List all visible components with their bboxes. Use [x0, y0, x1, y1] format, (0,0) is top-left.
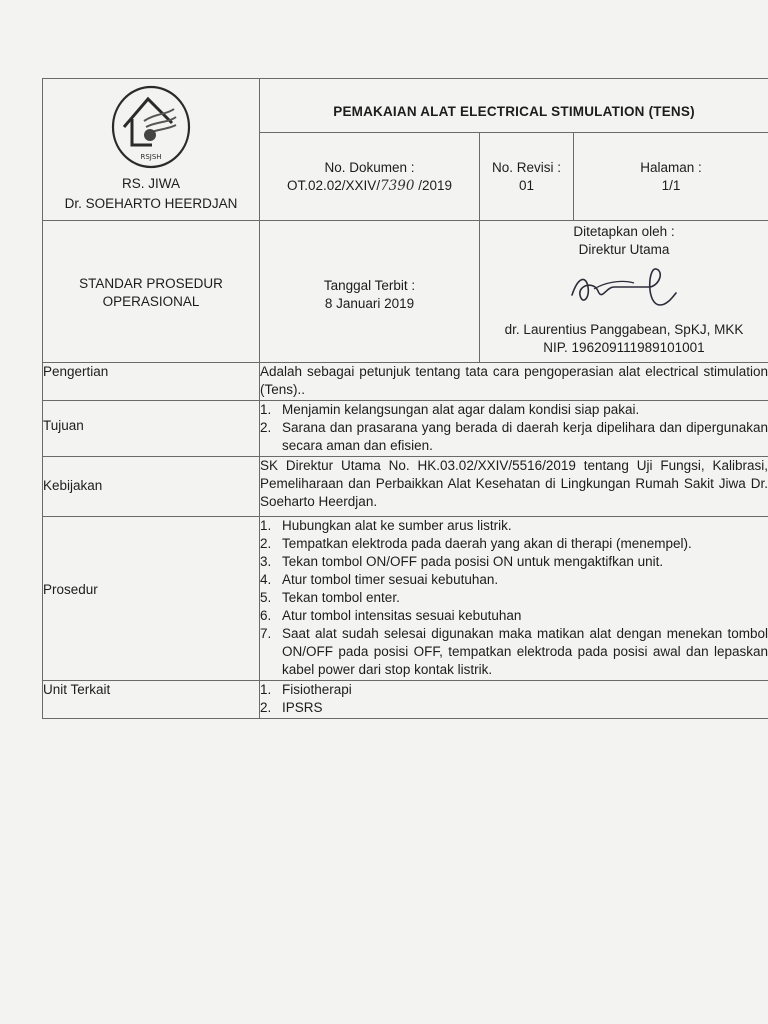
row-label-kebijakan: Kebijakan [43, 457, 260, 517]
prosedur-item-number: 3. [260, 554, 272, 569]
tujuan-list [260, 401, 768, 455]
approval-cell [480, 221, 768, 363]
row-label-tujuan: Tujuan [43, 401, 260, 457]
doc-number-cell [260, 133, 480, 221]
director-signature-icon [564, 265, 684, 315]
prosedur-item [260, 607, 768, 625]
prosedur-item [260, 589, 768, 607]
issue-date-value: 8 Januari 2019 [324, 296, 415, 311]
prosedur-item-number: 2. [260, 536, 272, 551]
sop-type-cell [43, 221, 260, 363]
hospital-logo-icon [106, 83, 196, 173]
hospital-identity-cell [43, 79, 260, 221]
doc-number-handwritten: 7390 [380, 178, 415, 194]
prosedur-list [260, 517, 768, 679]
prosedur-item [260, 535, 768, 553]
pengertian-text: Adalah sebagai petunjuk tentang tata cara pengoperasian alat electrical stimulation (Tens).. [260, 363, 768, 401]
page-cell [574, 133, 768, 221]
prosedur-item-number: 6. [260, 608, 272, 623]
unit-terkait-item-text: Fisiotherapi [282, 682, 352, 697]
prosedur-item-number: 1. [260, 518, 272, 533]
tujuan-item [260, 401, 768, 419]
page-value: 1/1 [661, 178, 681, 193]
tujuan-item-number: 1. [260, 402, 272, 417]
prosedur-item [260, 517, 768, 535]
unit-terkait-item-text: IPSRS [282, 700, 323, 715]
document-title: PEMAKAIAN ALAT ELECTRICAL STIMULATION (TENS) [333, 104, 695, 119]
revision-label: No. Revisi : [491, 160, 562, 175]
tujuan-item-text: Sarana dan prasarana yang berada di daerah kerja dipelihara dan dipergunakan secara aman dan efisien. [282, 420, 768, 453]
title-cell [260, 79, 768, 133]
doc-number-suffix: /2019 [414, 178, 452, 193]
unit-terkait-list [260, 681, 768, 717]
prosedur-item-text: Tekan tombol enter. [282, 590, 400, 605]
prosedur-item-text: Tempatkan elektroda pada daerah yang akan di therapi (menempel). [282, 536, 692, 551]
issue-date-label: Tanggal Terbit : [323, 278, 416, 293]
unit-terkait-item [260, 681, 768, 699]
doc-number-value [260, 177, 479, 195]
tujuan-cell [260, 401, 768, 457]
prosedur-item [260, 625, 768, 679]
prosedur-item [260, 571, 768, 589]
prosedur-item-text: Atur tombol intensitas sesuai kebutuhan [282, 608, 522, 623]
hospital-name-line1: RS. JIWA [121, 176, 180, 191]
logo-text: RSJSH [140, 153, 162, 161]
doc-number-prefix: OT.02.02/XXIV/ [287, 178, 381, 193]
prosedur-item-number: 5. [260, 590, 272, 605]
sop-type-line2: OPERASIONAL [102, 294, 200, 309]
issue-date-cell [260, 221, 480, 363]
page-label: Halaman : [640, 160, 702, 175]
approved-by-role: Direktur Utama [578, 242, 670, 257]
hospital-name-line2: Dr. SOEHARTO HEERDJAN [64, 196, 238, 211]
unit-terkait-item-number: 1. [260, 682, 272, 697]
row-label-unit-terkait: Unit Terkait [43, 681, 260, 719]
unit-terkait-item [260, 699, 768, 717]
tujuan-item-number: 2. [260, 420, 272, 435]
approved-by-label: Ditetapkan oleh : [573, 224, 675, 239]
director-nip: NIP. 196209111989101001 [543, 340, 705, 355]
prosedur-item-text: Tekan tombol ON/OFF pada posisi ON untuk mengaktifkan unit. [282, 554, 664, 569]
doc-number-label: No. Dokumen : [324, 160, 415, 175]
row-label-prosedur: Prosedur [43, 517, 260, 681]
revision-value: 01 [518, 178, 535, 193]
prosedur-item-number: 4. [260, 572, 272, 587]
sop-table [42, 78, 768, 719]
prosedur-item-number: 7. [260, 626, 272, 641]
tujuan-item-text: Menjamin kelangsungan alat agar dalam kondisi siap pakai. [282, 402, 640, 417]
prosedur-item-text: Hubungkan alat ke sumber arus listrik. [282, 518, 512, 533]
unit-terkait-item-number: 2. [260, 700, 272, 715]
director-name: dr. Laurentius Panggabean, SpKJ, MKK [504, 322, 744, 337]
row-label-pengertian: Pengertian [43, 363, 260, 401]
prosedur-item-text: Atur tombol timer sesuai kebutuhan. [282, 572, 499, 587]
prosedur-item-text: Saat alat sudah selesai digunakan maka matikan alat dengan menekan tombol ON/OFF pada posisi OFF, tempatkan elektroda pada posisi awal dan lepaskan kabel power dari stop kontak listrik. [282, 626, 768, 677]
sop-type-line1: STANDAR PROSEDUR [79, 276, 223, 291]
tujuan-item [260, 419, 768, 455]
unit-terkait-cell [260, 681, 768, 719]
prosedur-cell [260, 517, 768, 681]
revision-cell [480, 133, 574, 221]
prosedur-item [260, 553, 768, 571]
kebijakan-text: SK Direktur Utama No. HK.03.02/XXIV/5516/2019 tentang Uji Fungsi, Kalibrasi, Pemeliharaan dan Perbaikkan Alat Kesehatan di Lingkungan Rumah Sakit Jiwa Dr. Soeharto Heerdjan. [260, 457, 768, 517]
